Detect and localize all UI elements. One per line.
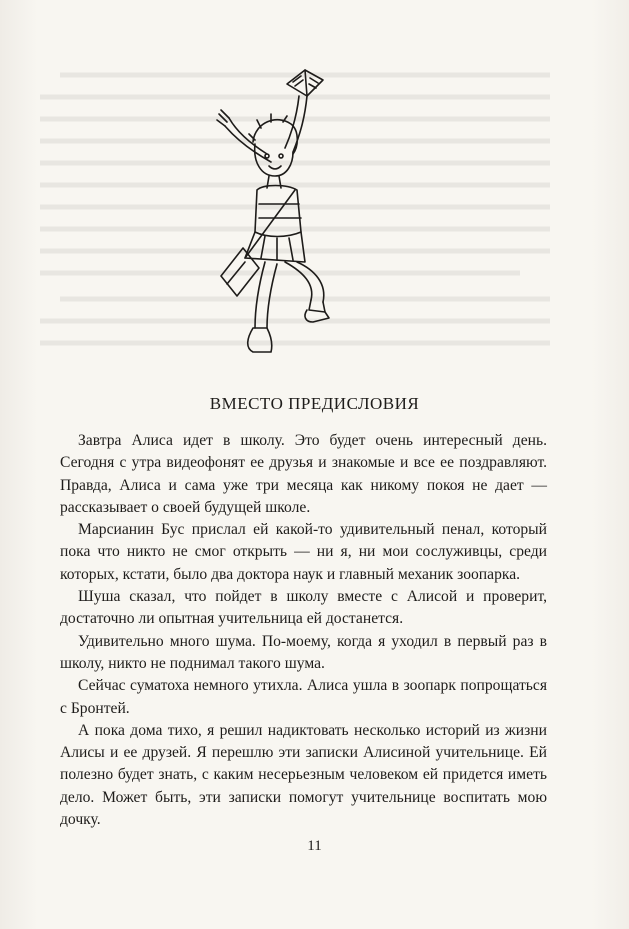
page-number: 11 xyxy=(307,838,322,854)
paragraph: Шуша сказал, что пойдет в школу вместе с Алисой и проверит, достаточно ли опытная учительница ей достанется. xyxy=(60,588,547,628)
paragraph: Марсианин Бус прислал ей какой-то удивительный пенал, который пока что никто не смог открыть — ни я, ни мои сослуживцы, среди которых, кстати, было два доктора наук и главный механик зоопарка. xyxy=(60,521,547,583)
alice-jumping-illustration xyxy=(215,62,365,362)
paragraph: Сейчас суматоха немного утихла. Алиса ушла в зоопарк попрощаться с Бронтей. xyxy=(60,677,547,717)
paragraph: Удивительно много шума. По-моему, когда я уходил в первый раз в школу, никто не поднимал такого шума. xyxy=(60,632,547,672)
chapter-title: ВМЕСТО ПРЕДИСЛОВИЯ xyxy=(209,394,420,413)
paragraph: Завтра Алиса идет в школу. Это будет очень интересный день. Сегодня с утра видеофонят ее друзья и знакомые и все ее поздравляют. Правда, Алиса и сама уже три месяца как никому покоя не дает — рассказывает о своей будущей школе. xyxy=(60,432,547,516)
body-text xyxy=(60,430,547,831)
paragraph: А пока дома тихо, я решил надиктовать несколько историй из жизни Алисы и ее друзей. Я перешлю эти записки Алисиной учительнице. Ей полезно будет знать, с каким несерьезным человеком ей придется иметь дело. Может быть, эти записки помогут учительнице воспитать мою дочку. xyxy=(60,721,547,829)
